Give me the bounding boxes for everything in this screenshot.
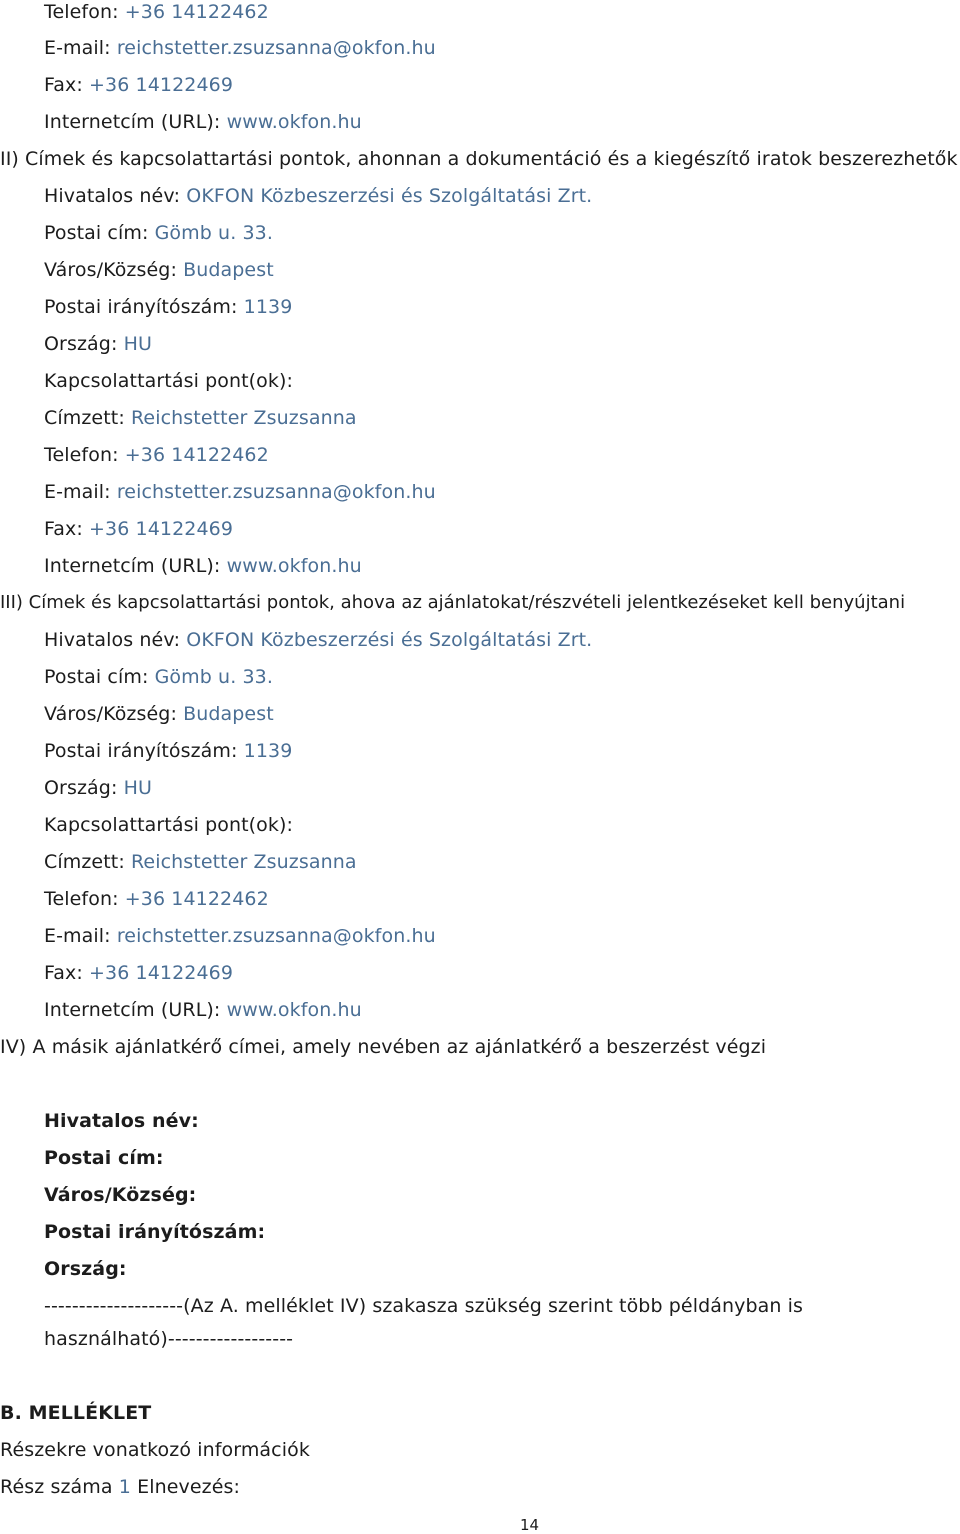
- ii-city-line: [44, 258, 274, 282]
- recipient-label: Címzett:: [44, 407, 125, 429]
- recipient-label: Címzett:: [44, 851, 125, 873]
- iv-postcode-label: Postai irányítószám:: [44, 1221, 266, 1243]
- part-number-label: Rész száma: [0, 1476, 113, 1498]
- ii-phone-line: [44, 443, 269, 467]
- ii-postal-address-line: [44, 221, 273, 245]
- fax-value: +36 14122469: [89, 518, 234, 540]
- part-number-value: 1: [118, 1476, 131, 1498]
- top-internet-line: [44, 110, 362, 134]
- iii-contact-points-label: Kapcsolattartási pont(ok):: [44, 814, 294, 836]
- top-phone-line: [44, 0, 269, 24]
- email-value: reichstetter.zsuzsanna@okfon.hu: [116, 925, 436, 947]
- iii-city-line: [44, 702, 274, 726]
- city-value: Budapest: [183, 703, 274, 725]
- iv-postal-address-label: Postai cím:: [44, 1147, 164, 1169]
- recipient-value: Reichstetter Zsuzsanna: [130, 851, 357, 873]
- iv-country-label: Ország:: [44, 1258, 127, 1280]
- fax-value: +36 14122469: [89, 74, 234, 96]
- ii-official-name-line: [44, 184, 592, 208]
- iii-fax-line: [44, 961, 233, 985]
- email-value: reichstetter.zsuzsanna@okfon.hu: [116, 37, 436, 59]
- internet-label: Internetcím (URL):: [44, 111, 221, 133]
- page-number: 14: [519, 1516, 540, 1534]
- internet-label: Internetcím (URL):: [44, 999, 221, 1021]
- section-iv-heading: IV) A másik ajánlatkérő címei, amely nevében az ajánlatkérő a beszerzést végzi: [0, 1036, 767, 1058]
- ii-email-line: [44, 480, 436, 504]
- top-fax-line: [44, 73, 233, 97]
- annex-b-title: B. MELLÉKLET: [0, 1402, 152, 1424]
- iii-recipient-line: [44, 850, 357, 874]
- iii-official-name-line: [44, 628, 592, 652]
- postcode-value: 1139: [243, 296, 293, 318]
- phone-label: Telefon:: [44, 888, 119, 910]
- internet-value: www.okfon.hu: [226, 111, 362, 133]
- annex-b-subtitle: Részekre vonatkozó információk: [0, 1439, 310, 1461]
- phone-value: +36 14122462: [124, 1, 269, 23]
- iv-note-line-2: használható)------------------: [44, 1328, 294, 1350]
- email-label: E-mail:: [44, 37, 111, 59]
- section-iii-heading: III) Címek és kapcsolattartási pontok, ahova az ajánlatokat/részvételi jelentkezéseket kell benyújtani: [0, 592, 906, 613]
- ii-contact-points-label: Kapcsolattartási pont(ok):: [44, 370, 294, 392]
- internet-label: Internetcím (URL):: [44, 555, 221, 577]
- official-name-label: Hivatalos név:: [44, 185, 181, 207]
- fax-label: Fax:: [44, 74, 83, 96]
- postcode-label: Postai irányítószám:: [44, 296, 238, 318]
- iii-phone-line: [44, 887, 269, 911]
- postal-address-value: Gömb u. 33.: [154, 666, 273, 688]
- postal-address-value: Gömb u. 33.: [154, 222, 273, 244]
- iii-postal-address-line: [44, 665, 273, 689]
- recipient-value: Reichstetter Zsuzsanna: [130, 407, 357, 429]
- country-value: HU: [123, 333, 152, 355]
- part-name-label: Elnevezés:: [137, 1476, 241, 1498]
- email-label: E-mail:: [44, 481, 111, 503]
- postcode-label: Postai irányítószám:: [44, 740, 238, 762]
- city-label: Város/Község:: [44, 259, 177, 281]
- ii-recipient-line: [44, 406, 357, 430]
- section-ii-heading: II) Címek és kapcsolattartási pontok, ahonnan a dokumentáció és a kiegészítő iratok beszerezhetők: [0, 148, 958, 170]
- phone-value: +36 14122462: [124, 444, 269, 466]
- phone-label: Telefon:: [44, 444, 119, 466]
- city-value: Budapest: [183, 259, 274, 281]
- country-label: Ország:: [44, 333, 118, 355]
- iv-note-line-1: --------------------(Az A. melléklet IV) szakasza szükség szerint több példányban is: [44, 1295, 804, 1317]
- ii-internet-line: [44, 554, 362, 578]
- city-label: Város/Község:: [44, 703, 177, 725]
- ii-fax-line: [44, 517, 233, 541]
- official-name-value: OKFON Közbeszerzési és Szolgáltatási Zrt.: [186, 629, 593, 651]
- postal-address-label: Postai cím:: [44, 222, 149, 244]
- iv-city-label: Város/Község:: [44, 1184, 197, 1206]
- internet-value: www.okfon.hu: [226, 555, 362, 577]
- country-value: HU: [123, 777, 152, 799]
- iii-country-line: [44, 776, 152, 800]
- fax-label: Fax:: [44, 518, 83, 540]
- iii-email-line: [44, 924, 436, 948]
- official-name-value: OKFON Közbeszerzési és Szolgáltatási Zrt.: [186, 185, 593, 207]
- iii-internet-line: [44, 998, 362, 1022]
- ii-country-line: [44, 332, 152, 356]
- internet-value: www.okfon.hu: [226, 999, 362, 1021]
- email-label: E-mail:: [44, 925, 111, 947]
- ii-postcode-line: [44, 295, 292, 319]
- postcode-value: 1139: [243, 740, 293, 762]
- part-number-line: [0, 1475, 240, 1499]
- country-label: Ország:: [44, 777, 118, 799]
- top-email-line: [44, 36, 436, 60]
- official-name-label: Hivatalos név:: [44, 629, 181, 651]
- fax-label: Fax:: [44, 962, 83, 984]
- phone-value: +36 14122462: [124, 888, 269, 910]
- postal-address-label: Postai cím:: [44, 666, 149, 688]
- phone-label: Telefon:: [44, 1, 119, 23]
- iii-postcode-line: [44, 739, 292, 763]
- iv-official-name-label: Hivatalos név:: [44, 1110, 199, 1132]
- fax-value: +36 14122469: [89, 962, 234, 984]
- email-value: reichstetter.zsuzsanna@okfon.hu: [116, 481, 436, 503]
